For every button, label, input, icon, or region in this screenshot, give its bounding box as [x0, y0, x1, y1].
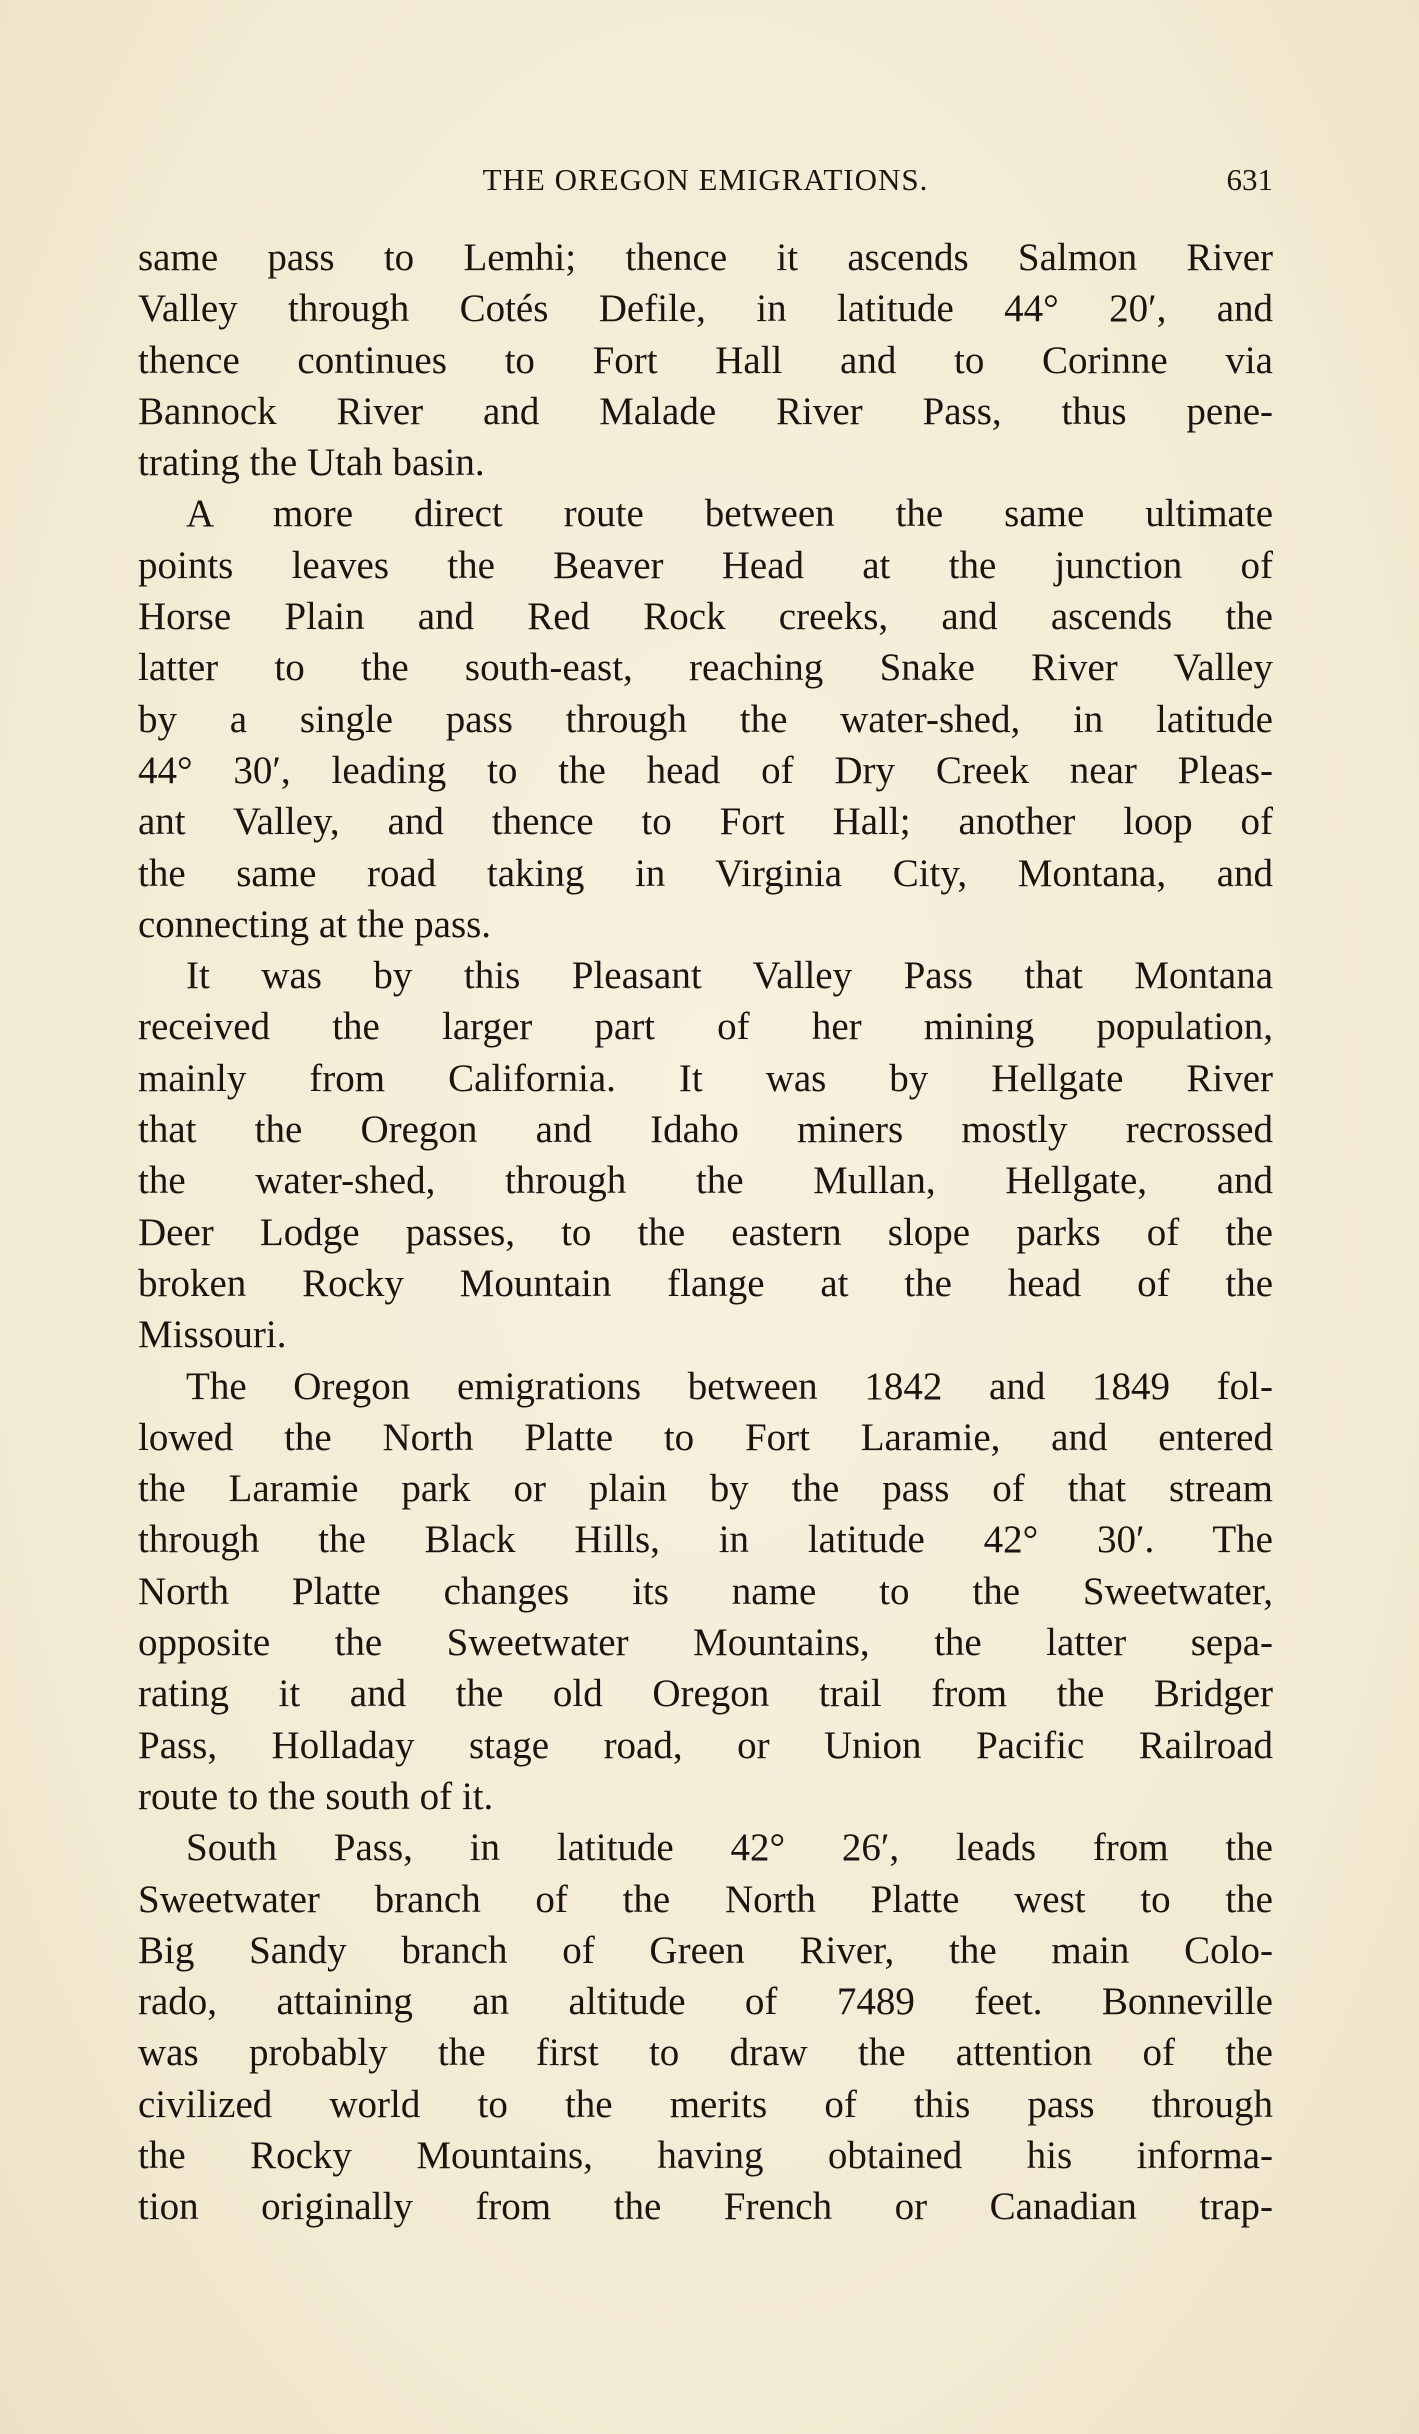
text-line: route to the south of it.: [138, 1774, 494, 1818]
text-line: the same road taking in Virginia City, Montana, and: [138, 851, 1273, 895]
text-line: Big Sandy branch of Green River, the main Colo-: [138, 1928, 1273, 1972]
text-line: mainly from California. It was by Hellgate River: [138, 1056, 1273, 1100]
text-line: the water-shed, through the Mullan, Hellgate, and: [138, 1159, 1273, 1203]
text-line: The Oregon emigrations between 1842 and 1849 fol-: [186, 1364, 1273, 1408]
body-text: [138, 232, 1273, 2233]
text-line: connecting at the pass.: [138, 902, 492, 946]
text-line: 44° 30′, leading to the head of Dry Creek near Pleas-: [138, 748, 1273, 792]
running-title: THE OREGON EMIGRATIONS.: [482, 162, 929, 197]
text-line: Valley through Cotés Defile, in latitude 44° 20′, and: [138, 287, 1273, 331]
text-line: Sweetwater branch of the North Platte west to the: [138, 1877, 1273, 1921]
text-line: A more direct route between the same ultimate: [186, 492, 1273, 536]
text-line: Bannock River and Malade River Pass, thus pene-: [138, 389, 1273, 433]
running-head: [138, 158, 1273, 202]
text-line: the Laramie park or plain by the pass of that stream: [138, 1467, 1273, 1511]
text-line: rado, attaining an altitude of 7489 feet. Bonneville: [138, 1980, 1273, 2024]
text-line: tion originally from the French or Canadian trap-: [138, 2185, 1273, 2229]
text-line: was probably the first to draw the attention of the: [138, 2031, 1273, 2075]
text-line: North Platte changes its name to the Sweetwater,: [138, 1569, 1273, 1613]
text-line: broken Rocky Mountain flange at the head of the: [138, 1261, 1273, 1305]
text-line: Horse Plain and Red Rock creeks, and ascends the: [138, 595, 1273, 639]
text-line: South Pass, in latitude 42° 26′, leads from the: [186, 1826, 1273, 1870]
text-line: thence continues to Fort Hall and to Corinne via: [138, 338, 1273, 382]
text-line: the Rocky Mountains, having obtained his informa-: [138, 2133, 1273, 2177]
text-line: Missouri.: [138, 1313, 287, 1357]
text-line: It was by this Pleasant Valley Pass that Montana: [186, 954, 1273, 998]
text-line: ant Valley, and thence to Fort Hall; another loop of: [138, 800, 1273, 844]
text-line: trating the Utah basin.: [138, 441, 485, 485]
text-line: that the Oregon and Idaho miners mostly recrossed: [138, 1108, 1273, 1152]
text-line: civilized world to the merits of this pass through: [138, 2082, 1273, 2126]
page-number: 631: [1226, 162, 1273, 197]
text-line: Pass, Holladay stage road, or Union Pacific Railroad: [138, 1723, 1273, 1767]
text-line: received the larger part of her mining population,: [138, 1005, 1273, 1049]
text-line: points leaves the Beaver Head at the junction of: [138, 543, 1273, 587]
text-line: lowed the North Platte to Fort Laramie, and entered: [138, 1415, 1273, 1459]
text-line: rating it and the old Oregon trail from the Bridger: [138, 1672, 1273, 1716]
text-line: same pass to Lemhi; thence it ascends Salmon River: [138, 236, 1273, 279]
text-line: Deer Lodge passes, to the eastern slope parks of the: [138, 1210, 1273, 1254]
text-line: by a single pass through the water-shed, in latitude: [138, 697, 1273, 741]
text-line: through the Black Hills, in latitude 42° 30′. The: [138, 1518, 1273, 1562]
text-line: opposite the Sweetwater Mountains, the latter sepa-: [138, 1621, 1273, 1665]
text-line: latter to the south-east, reaching Snake River Valley: [138, 646, 1273, 690]
